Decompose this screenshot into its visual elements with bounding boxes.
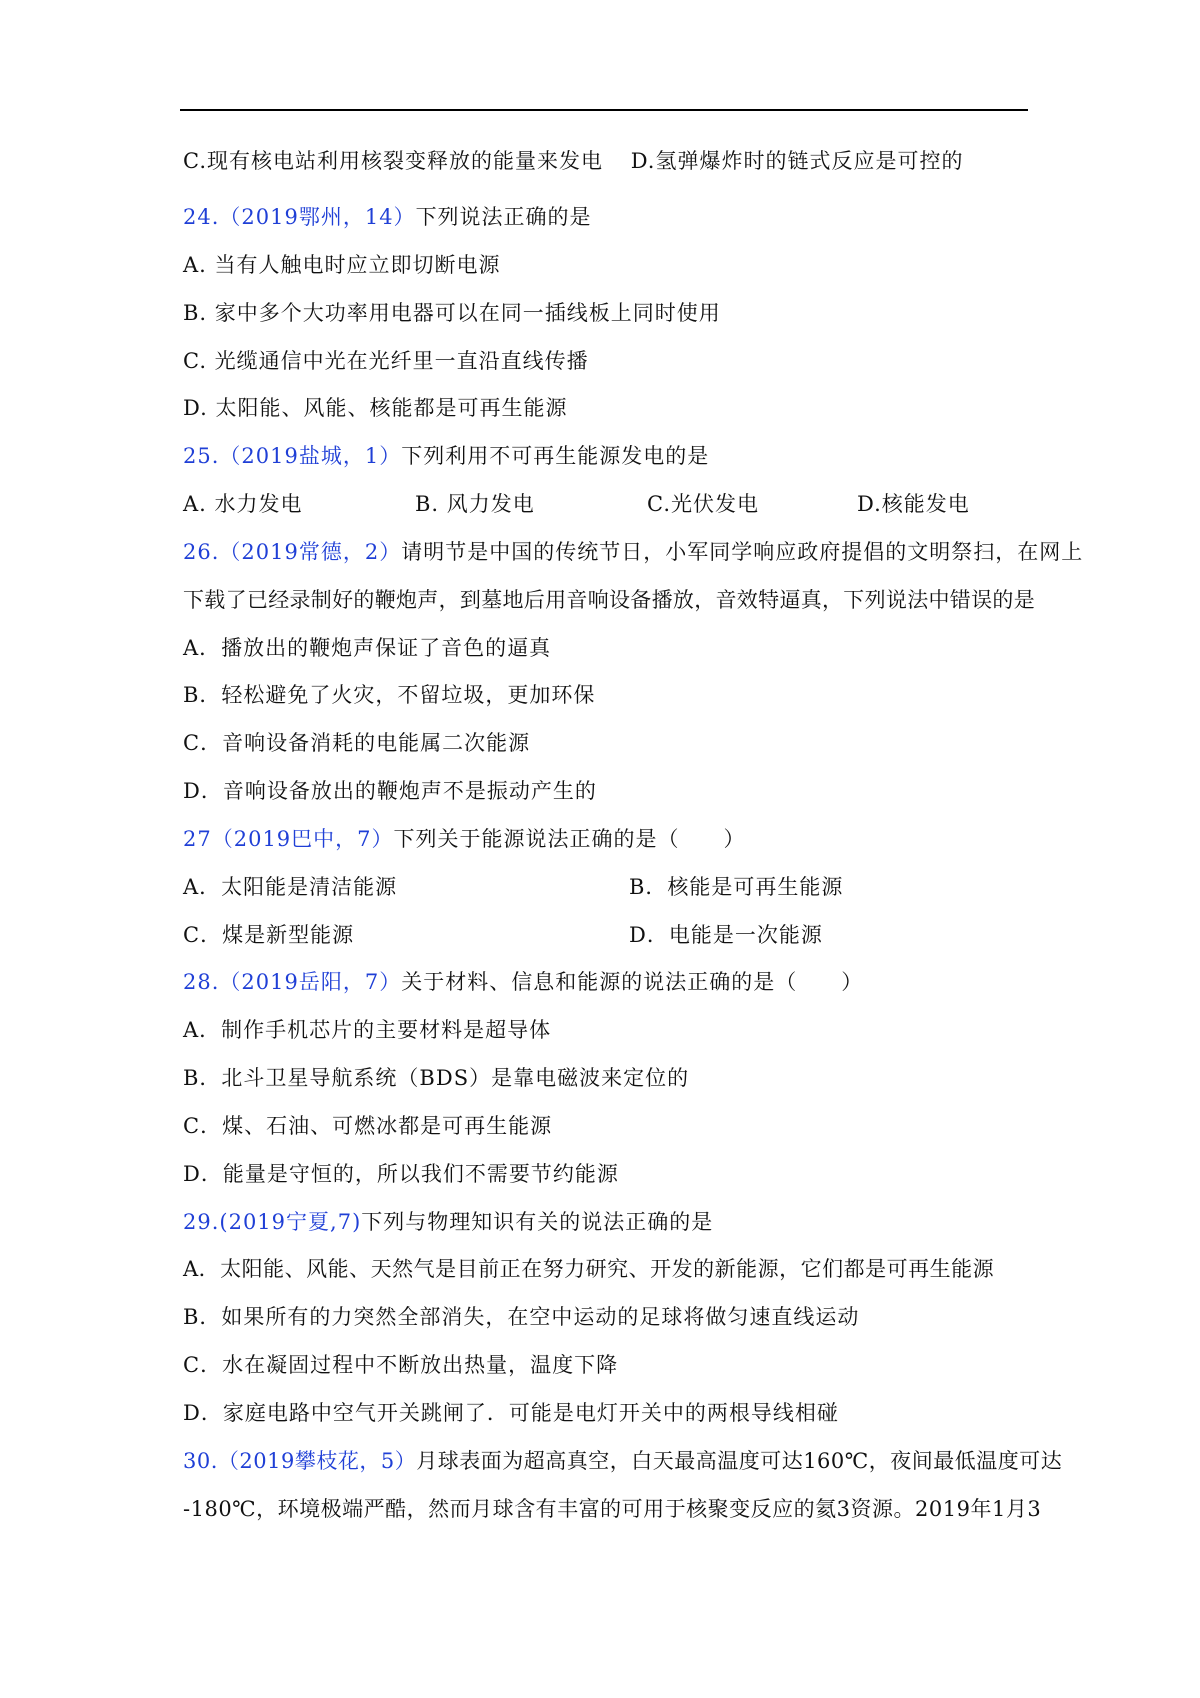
q27-option-c: C．煤是新型能源 (183, 923, 355, 947)
q25-option-b: B. 风力发电 (415, 492, 535, 516)
q26-stem-line2: 下载了已经录制好的鞭炮声，到墓地后用音响设备播放，音效特逼真，下列说法中错误的是 (183, 588, 1035, 612)
q25-source: 25.（2019盐城，1） (183, 444, 402, 468)
q29-stem (183, 1207, 713, 1237)
q24-source: 24.（2019鄂州，14） (183, 205, 416, 229)
q23-option-c: C.现有核电站利用核裂变释放的能量来发电 (183, 149, 603, 173)
q26-source: 26.（2019常德，2） (183, 540, 402, 564)
q29-option-d: D．家庭电路中空气开关跳闸了．可能是电灯开关中的两根导线相碰 (183, 1401, 839, 1425)
q28-stem-text: 关于材料、信息和能源的说法正确的是（ ） (401, 970, 864, 994)
q25-stem-text: 下列利用不可再生能源发电的是 (401, 444, 710, 468)
q28-option-d: D．能量是守恒的，所以我们不需要节约能源 (183, 1162, 619, 1186)
q27-stem-text: 下列关于能源说法正确的是（ ） (393, 827, 746, 851)
q29-option-b: B．如果所有的力突然全部消失，在空中运动的足球将做匀速直线运动 (183, 1305, 860, 1329)
q24-stem (183, 202, 592, 232)
q27-option-d: D．电能是一次能源 (629, 923, 823, 947)
q27-option-a: A．太阳能是清洁能源 (183, 875, 398, 899)
q26-stem-text-1: 请明节是中国的传统节日，小军同学响应政府提倡的文明祭扫，在网上 (401, 540, 1084, 564)
q29-option-c: C．水在凝固过程中不断放出热量，温度下降 (183, 1353, 619, 1377)
q24-option-a: A. 当有人触电时应立即切断电源 (183, 253, 501, 277)
q26-option-c: C．音响设备消耗的电能属二次能源 (183, 731, 531, 755)
q29-source: 29.(2019宁夏,7) (183, 1210, 362, 1234)
q25-option-c: C.光伏发电 (647, 492, 759, 516)
q25-option-a: A. 水力发电 (183, 492, 303, 516)
q30-stem-text-1: 月球表面为超高真空，白天最高温度可达160℃，夜间最低温度可达 (416, 1449, 1063, 1473)
q29-stem-text: 下列与物理知识有关的说法正确的是 (361, 1210, 714, 1234)
q28-stem (183, 967, 863, 997)
q28-option-c: C．煤、石油、可燃冰都是可再生能源 (183, 1114, 553, 1138)
q24-option-b: B. 家中多个大功率用电器可以在同一插线板上同时使用 (183, 301, 721, 325)
q28-option-a: A．制作手机芯片的主要材料是超导体 (183, 1018, 552, 1042)
q27-option-b: B．核能是可再生能源 (629, 875, 844, 899)
q24-option-c: C. 光缆通信中光在光纤里一直沿直线传播 (183, 349, 589, 373)
q28-source: 28.（2019岳阳，7） (183, 970, 402, 994)
q26-option-b: B．轻松避免了火灾，不留垃圾，更加环保 (183, 683, 596, 707)
q30-source: 30.（2019攀枝花，5） (183, 1449, 417, 1473)
header-rule (180, 109, 1028, 111)
q26-option-a: A．播放出的鞭炮声保证了音色的逼真 (183, 636, 552, 660)
q30-stem-line2: -180℃，环境极端严酷，然而月球含有丰富的可用于核聚变反应的氦3资源。2019年1月3 (183, 1497, 1042, 1521)
q24-stem-text: 下列说法正确的是 (415, 205, 592, 229)
q23-option-d: D.氢弹爆炸时的链式反应是可控的 (630, 149, 964, 173)
q27-source: 27（2019巴中，7） (183, 827, 394, 851)
q28-option-b: B．北斗卫星导航系统（BDS）是靠电磁波来定位的 (183, 1066, 690, 1090)
q26-option-d: D．音响设备放出的鞭炮声不是振动产生的 (183, 779, 597, 803)
q26-stem-line1 (183, 537, 1083, 567)
q24-option-d: D. 太阳能、风能、核能都是可再生能源 (183, 396, 568, 420)
q27-options-row2 (183, 920, 1003, 950)
q25-option-d: D.核能发电 (857, 492, 970, 516)
q25-stem (183, 441, 709, 471)
q30-stem-line1 (183, 1446, 1062, 1476)
q27-stem (183, 824, 746, 854)
q29-option-a: A．太阳能、风能、天然气是目前正在努力研究、开发的新能源，它们都是可再生能源 (183, 1257, 995, 1281)
q27-options-row1 (183, 872, 1003, 902)
q23-options-cd (183, 146, 963, 176)
q25-options (183, 489, 1003, 519)
